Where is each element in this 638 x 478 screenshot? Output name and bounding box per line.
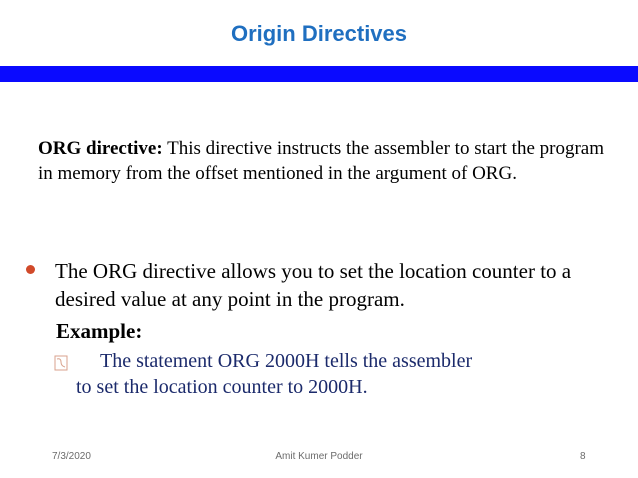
paragraph-text: This directive instructs the assembler to start the program in memory from the offset mentioned in the argument of ORG. [38, 138, 604, 184]
bullet-text: The ORG directive allows you to set the location counter to a desired value at any point in the program. [55, 259, 572, 311]
footer-date: 7/3/2020 [52, 451, 91, 462]
example-label: Example: [56, 319, 143, 343]
footer-author: Amit Kumer Podder [275, 451, 363, 462]
sub-bullet-icon [54, 353, 68, 369]
title-bar [0, 66, 638, 82]
example-line-2: to set the location counter to 2000H. [76, 376, 368, 398]
slide-title: Origin Directives [230, 21, 408, 46]
org-directive-paragraph [38, 136, 606, 186]
round-bullet-icon [26, 265, 35, 274]
paragraph-lead: ORG directive: [38, 138, 163, 159]
footer-page-number: 8 [580, 451, 586, 462]
example-line-1: The statement ORG 2000H tells the assembler [100, 350, 473, 372]
